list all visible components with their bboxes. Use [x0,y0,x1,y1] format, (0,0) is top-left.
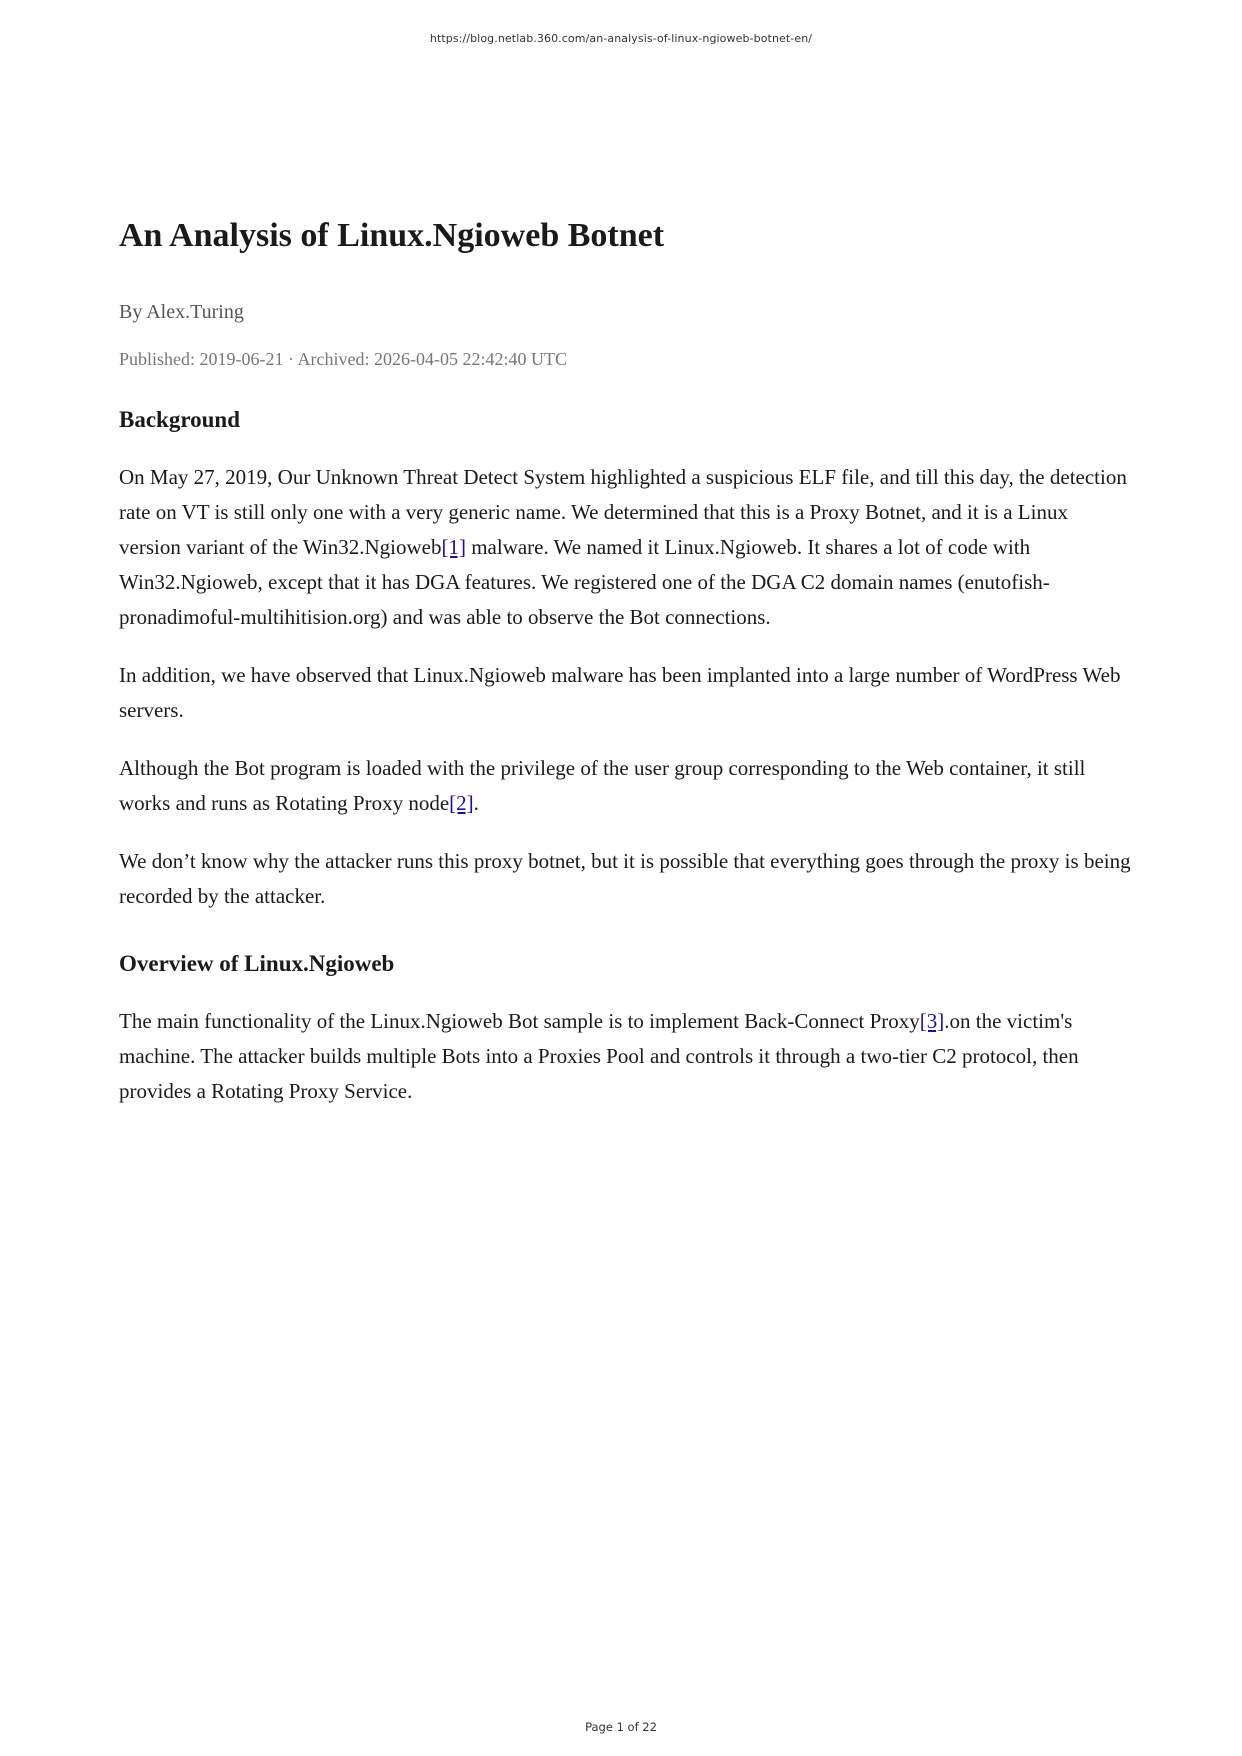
article [119,212,1131,1109]
section-heading-overview: Overview of Linux.Ngioweb [119,951,395,976]
publish-archive-meta: Published: 2019-06-21 · Archived: 2026-04-05 22:42:40 UTC [119,349,567,369]
page-url-header: https://blog.netlab.360.com/an-analysis-of-linux-ngioweb-botnet-en/ [429,32,813,45]
reference-link-3[interactable]: [3] [919,1009,945,1033]
paragraph-text: .on the victim's machine. The attacker builds multiple Bots into a Proxies Pool and controls it through a two-tier C2 protocol, then provides a Rotating Proxy Service. [119,1009,1079,1103]
paragraph-text: Although the Bot program is loaded with the privilege of the user group corresponding to the Web container, it still works and runs as Rotating Proxy node [119,756,1086,815]
section-heading-background: Background [119,407,241,432]
page-number-footer: Page 1 of 22 [585,1720,657,1734]
article-title: An Analysis of Linux.Ngioweb Botnet [119,217,665,254]
reference-link-1[interactable]: [1] [441,535,466,559]
paragraph-wordpress: In addition, we have observed that Linux.Ngioweb malware has been implanted into a large number of WordPress Web servers. [119,663,1121,722]
paragraph-text: malware. We named it Linux.Ngioweb. It shares a lot of code with Win32.Ngioweb, except that it has DGA features. We registered one of the DGA C2 domain names (enutofish-pronadimoful-multihitision.org) and was able to observe the Bot connections. [119,535,1050,629]
paragraph-text: The main functionality of the Linux.Ngioweb Bot sample is to implement Back-Connect Proxy [119,1009,920,1033]
paragraph-attacker-motive: We don’t know why the attacker runs this proxy botnet, but it is possible that everything goes through the proxy is being recorded by the attacker. [119,849,1131,908]
paragraph-text: . [473,791,479,815]
reference-link-2[interactable]: [2] [449,791,474,815]
paragraph-text: On May 27, 2019, Our Unknown Threat Detect System highlighted a suspicious ELF file, and till this day, the detection rate on VT is still only one with a very generic name. We determined that this is a Proxy Botnet, and it is a Linux version variant of the Win32.Ngioweb [119,465,1127,559]
author-byline: By Alex.Turing [119,301,244,323]
paragraph-overview [119,1004,1131,1109]
paragraph-privilege [119,751,1131,821]
paragraph-background-intro [119,460,1131,635]
